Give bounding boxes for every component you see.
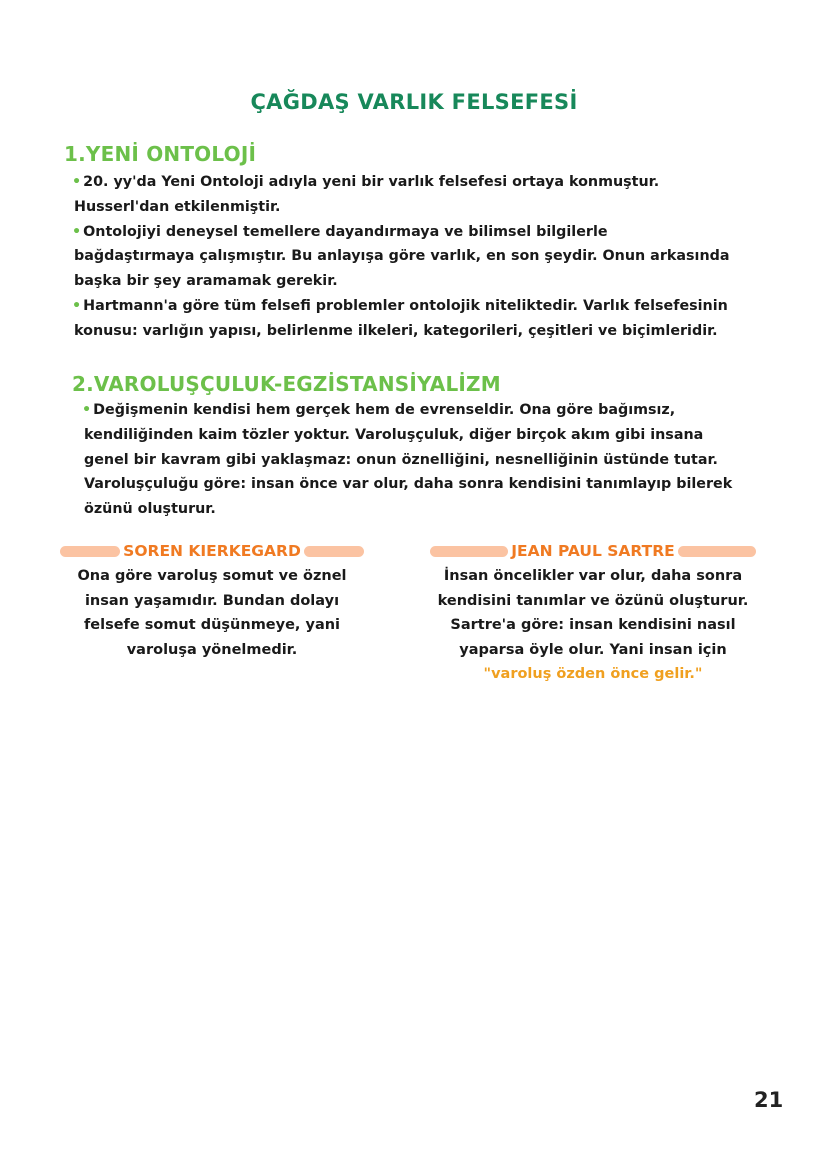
page-number: 21 bbox=[754, 1088, 784, 1112]
text-line: • 20. yy'da Yeni Ontoloji adıyla yeni bir varlık felsefesi ortaya konmuştur. bbox=[72, 174, 660, 190]
text-line: özünü oluşturur. bbox=[84, 501, 216, 518]
card-line: yaparsa öyle olur. Yani insan için bbox=[459, 641, 727, 658]
text-line: bağdaştırmaya çalışmıştır. Bu anlayışa göre varlık, en son şeydir. Onun arkasında bbox=[74, 248, 730, 265]
card-line: Ona göre varoluş somut ve öznel bbox=[77, 568, 347, 584]
text-line: başka bir şey aramamak gerekir. bbox=[74, 273, 338, 290]
decorative-bar-right bbox=[678, 546, 756, 557]
section-heading-varolusculuk: 2.VAROLUŞÇULUK-EGZİSTANSİYALİZM bbox=[72, 372, 501, 396]
section-body-yeni-ontoloji bbox=[72, 170, 730, 344]
text-line: • Değişmenin kendisi hem gerçek hem de evrenseldir. Ona göre bağımsız, bbox=[82, 402, 676, 418]
highlighted-quote: "varoluş özden önce gelir." bbox=[483, 666, 703, 682]
bullet-icon: • bbox=[72, 174, 82, 190]
philosopher-card-kierkegaard bbox=[60, 540, 364, 662]
decorative-bar-left bbox=[60, 546, 120, 557]
card-line: insan yaşamıdır. Bundan dolayı bbox=[84, 592, 340, 609]
card-line: kendisini tanımlar ve özünü oluşturur. bbox=[437, 592, 749, 609]
text-line: kendiliğinden kaim tözler yoktur. Varoluşçuluk, diğer birçok akım gibi insana bbox=[84, 426, 704, 443]
card-line: felsefe somut düşünmeye, yani bbox=[83, 617, 341, 633]
section-body-varolusculuk bbox=[82, 398, 732, 522]
philosopher-card-sartre bbox=[430, 540, 756, 687]
text-line: • Ontolojiyi deneysel temellere dayandırmaya ve bilimsel bilgilerle bbox=[72, 223, 608, 240]
page-title: ÇAĞDAŞ VARLIK FELSEFESİ bbox=[250, 90, 578, 114]
card-body bbox=[60, 564, 364, 662]
card-header bbox=[430, 540, 756, 562]
card-line: varoluşa yönelmedir. bbox=[126, 641, 298, 658]
text-line: Varoluşçuluğu göre: insan önce var olur, daha sonra kendisini tanımlayıp bilerek bbox=[84, 476, 733, 493]
decorative-bar-right bbox=[304, 546, 364, 557]
section-heading-yeni-ontoloji: 1.YENİ ONTOLOJİ bbox=[64, 142, 257, 166]
bullet-icon: • bbox=[72, 223, 82, 240]
text-line: Husserl'dan etkilenmiştir. bbox=[74, 198, 281, 215]
card-body bbox=[430, 564, 756, 687]
card-line: İnsan öncelikler var olur, daha sonra bbox=[443, 568, 743, 584]
bullet-icon: • bbox=[72, 297, 82, 314]
text-line: konusu: varlığın yapısı, belirlenme ilkeleri, kategorileri, çeşitleri ve biçimleridir. bbox=[74, 322, 718, 339]
card-header bbox=[60, 540, 364, 562]
philosopher-name: JEAN PAUL SARTRE bbox=[511, 542, 675, 560]
text-line: • Hartmann'a göre tüm felsefi problemler ontolojik niteliktedir. Varlık felsefesinin bbox=[72, 297, 728, 314]
bullet-icon: • bbox=[82, 402, 92, 418]
philosopher-name: SOREN KIERKEGARD bbox=[123, 542, 301, 560]
decorative-bar-left bbox=[430, 546, 508, 557]
card-line: Sartre'a göre: insan kendisini nasıl bbox=[450, 617, 736, 633]
text-line: genel bir kavram gibi yaklaşmaz: onun öznelliğini, nesnelliğinin üstünde tutar. bbox=[84, 451, 718, 468]
